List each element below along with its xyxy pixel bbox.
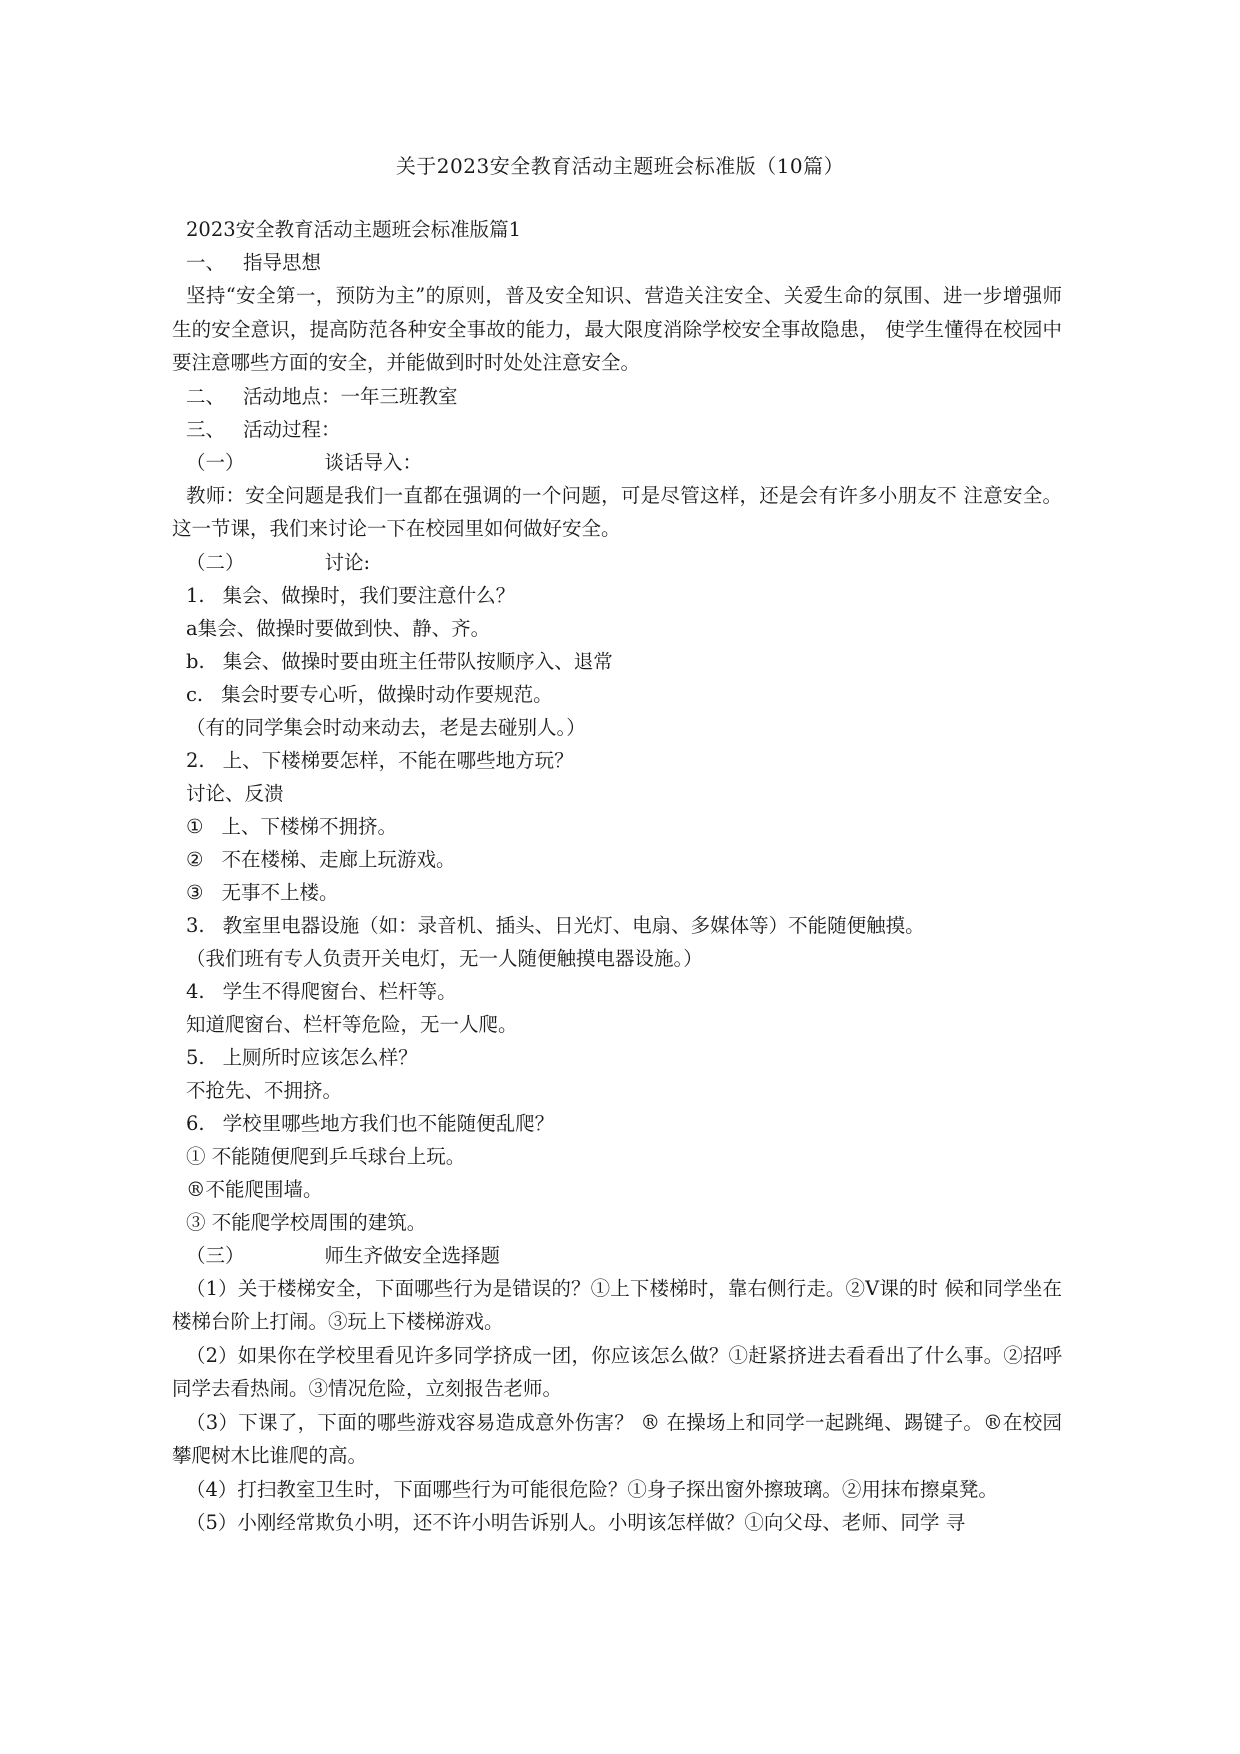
subsection-number: （三） (186, 1243, 245, 1267)
section-text: 指导思想 (243, 251, 322, 274)
list-item: ② 不在楼梯、走廊上玩游戏。 (186, 847, 456, 871)
subsection-number: （二） (186, 550, 245, 574)
document-body (172, 213, 1062, 1540)
subsection-1 (186, 446, 1062, 479)
question-5: （5）小刚经常欺负小明，还不许小明告诉别人。小明该怎样做？①向父母、老师、同学 寻 (186, 1511, 966, 1534)
section-heading: 2023安全教育活动主题班会标准版篇1 (186, 218, 522, 241)
question-4: （4）打扫教室卫生时，下面哪些行为可能很危险？①身子探出窗外擦玻璃。②用抹布擦桌凳。 (186, 1477, 998, 1501)
list-item: ① 上、下楼梯不拥挤。 (186, 814, 397, 838)
question-3: （3）下课了，下面的哪些游戏容易造成意外伤害？ ® 在操场上和同学一起跳绳、踢键子。®在校园攀爬树木比谁爬的高。 (172, 1410, 1062, 1467)
list-item: 2. 上、下楼梯要怎样，不能在哪些地方玩？ (186, 748, 574, 772)
subsection-text: 谈话导入： (324, 450, 423, 474)
section-1 (186, 246, 1062, 279)
paragraph-guiding: 坚持“安全第一，预防为主”的原则，普及安全知识、营造关注安全、关爱生命的氛围、进一步增强师生的安全意识，提高防范各种安全事故的能力，最大限度消除学校安全事故隐患， 使学生懂得在校园中要注意哪些方面的安全，并能做到时时处处注意安全。 (172, 284, 1062, 374)
list-item: 1. 集会、做操时，我们要注意什么？ (186, 583, 516, 607)
list-item: （有的同学集会时动来动去，老是去碰别人。） (186, 715, 586, 739)
list-item: ③ 无事不上楼。 (186, 880, 339, 904)
discussion-list (186, 579, 1062, 1239)
list-item: 3. 教室里电器设施（如：录音机、插头、日光灯、电扇、多媒体等）不能随便触摸。 (186, 913, 925, 937)
section-2 (186, 380, 1062, 413)
document-title: 关于2023安全教育活动主题班会标准版（10篇） (395, 154, 845, 178)
section-3 (186, 413, 1062, 446)
list-item: 讨论、反溃 (186, 781, 284, 805)
list-item: ®不能爬围墙。 (186, 1177, 323, 1201)
subsection-text: 讨论: (324, 550, 371, 574)
list-item: 5. 上厕所时应该怎么样？ (186, 1045, 418, 1069)
list-item: a集会、做操时要做到快、静、齐。 (186, 616, 491, 640)
paragraph-teacher: 教师：安全问题是我们一直都在强调的一个问题，可是尽管这样，还是会有许多小朋友不 注意安全。这一节课，我们来讨论一下在校园里如何做好安全。 (172, 483, 1062, 540)
section-text: 活动过程： (243, 417, 341, 441)
subsection-3 (186, 1239, 1062, 1272)
section-number: 三、 (186, 417, 226, 441)
section-text: 活动地点：一年三班教室 (243, 384, 458, 408)
list-item: ① 不能随便爬到乒乓球台上玩。 (186, 1144, 466, 1168)
question-2: （2）如果你在学校里看见许多同学挤成一团，你应该怎么做？①赶紧挤进去看看出了什么事。②招呼同学去看热闹。③情况危险，立刻报告老师。 (172, 1343, 1062, 1400)
list-item: c. 集会时要专心听，做操时动作要规范。 (186, 682, 553, 706)
section-number: 一、 (186, 251, 226, 274)
list-item: 6. 学校里哪些地方我们也不能随便乱爬？ (186, 1111, 555, 1135)
list-item: ③ 不能爬学校周围的建筑。 (186, 1210, 427, 1234)
section-number: 二、 (186, 384, 226, 408)
subsection-number: （一） (186, 450, 245, 474)
list-item: 4. 学生不得爬窗台、栏杆等。 (186, 979, 457, 1003)
list-item: b. 集会、做操时要由班主任带队按顺序入、退常 (186, 649, 613, 673)
list-item: （我们班有专人负责开关电灯，无一人随便触摸电器设施。） (186, 946, 703, 970)
subsection-2 (186, 546, 1062, 579)
list-item: 不抢先、不拥挤。 (186, 1078, 343, 1102)
question-1: （1）关于楼梯安全，下面哪些行为是错误的？①上下楼梯时，靠右侧行走。②Ⅴ课的时 候和同学坐在楼梯台阶上打闹。③玩上下楼梯游戏。 (172, 1276, 1062, 1333)
list-item: 知道爬窗台、栏杆等危险，无一人爬。 (186, 1012, 518, 1036)
subsection-text: 师生齐做安全选择题 (324, 1243, 501, 1267)
